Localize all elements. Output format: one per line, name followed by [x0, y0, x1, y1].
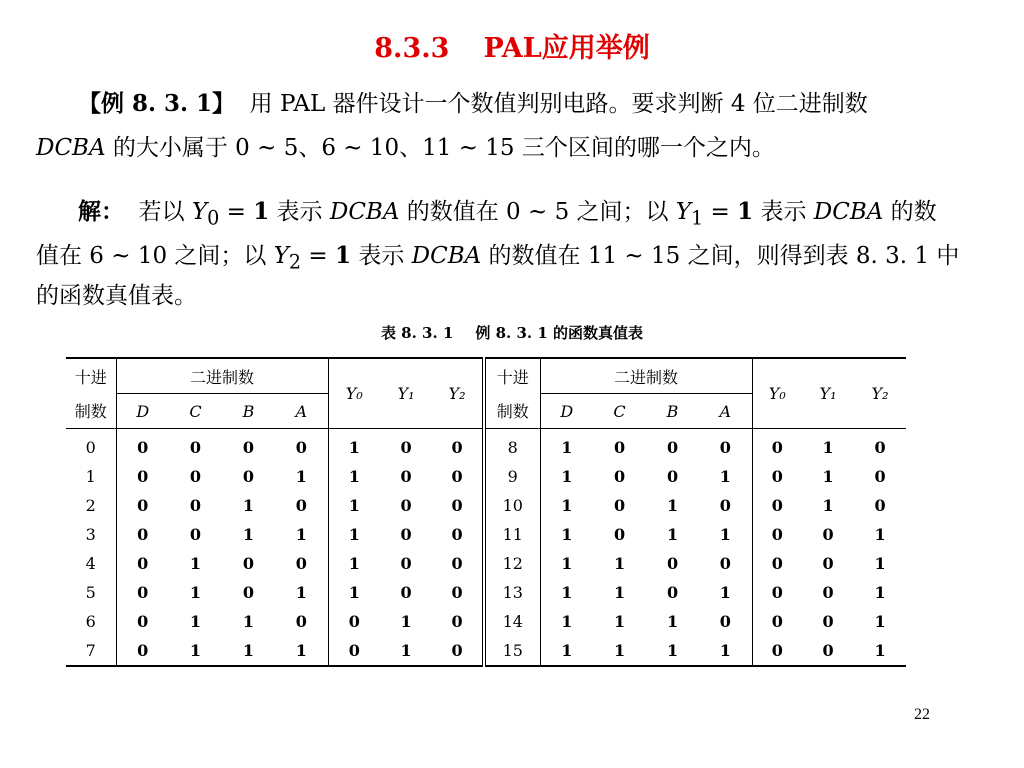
table-row: [66, 520, 906, 549]
table-cell: 0: [189, 496, 202, 515]
table-cell: 0: [432, 429, 484, 463]
decimal-cell: 6: [66, 607, 116, 636]
solution-line-1: [78, 190, 937, 241]
table-cell: 0: [328, 636, 380, 666]
table-cell: 0: [699, 549, 752, 578]
table-cell: 0: [432, 607, 484, 636]
decimal-cell: 15: [484, 636, 540, 666]
decimal-cell: 1: [66, 462, 116, 491]
solution-text: 若以: [138, 199, 192, 225]
table-cell: 0: [137, 467, 149, 486]
table-cell: 1: [561, 467, 573, 486]
table-cell: 0: [242, 467, 255, 486]
table-cell: 1: [348, 438, 360, 457]
table-cell: 0: [666, 438, 679, 457]
solution-text: 的数值在 11 ~ 15 之间，则得到表 8. 3. 1 中: [481, 243, 960, 269]
decimal-cell: 14: [484, 607, 540, 636]
table-cell: 0: [137, 496, 149, 515]
table-cell: 0: [400, 525, 412, 544]
table-body: [66, 429, 906, 667]
table-cell: 0: [771, 467, 783, 486]
table-row: [66, 462, 906, 491]
table-cell: 0: [699, 491, 752, 520]
var-dcba: DCBA: [329, 199, 400, 225]
table-cell: 1: [189, 554, 202, 573]
table-cell: 1: [646, 636, 699, 666]
solution-text: 表示: [269, 199, 330, 225]
table-cell: 1: [699, 636, 752, 666]
solution-text: 值在 6 ~ 10 之间；以: [36, 243, 274, 269]
header-a: A: [699, 394, 752, 429]
table-cell: 1: [222, 636, 275, 666]
caption-number: 表 8. 3. 1: [380, 324, 454, 342]
table-cell: 1: [854, 636, 906, 666]
value-one: 1: [335, 242, 352, 269]
table-cell: 0: [275, 491, 328, 520]
decimal-cell: 2: [66, 491, 116, 520]
table-cell: 1: [613, 612, 626, 631]
table-cell: 0: [874, 467, 886, 486]
header-y1: Y₁: [380, 358, 432, 429]
table-row: [66, 491, 906, 520]
table-cell: 0: [666, 467, 679, 486]
decimal-cell: 7: [66, 636, 116, 666]
header-c: C: [593, 394, 646, 429]
header-y0: Y₀: [752, 358, 802, 429]
decimal-cell: 9: [484, 462, 540, 491]
table-caption: [0, 322, 1024, 343]
solution-label: 解：: [78, 198, 124, 225]
table-cell: 1: [666, 525, 679, 544]
table-cell: 1: [561, 525, 573, 544]
table-cell: 0: [275, 607, 328, 636]
table-cell: 1: [275, 578, 328, 607]
solution-text: =: [703, 199, 738, 225]
table-cell: 1: [699, 462, 752, 491]
var-y1: Y: [675, 199, 692, 225]
table-cell: 0: [275, 429, 328, 463]
table-cell: 1: [242, 612, 255, 631]
caption-text: 例 8. 3. 1 的函数真值表: [475, 324, 644, 342]
header-b: B: [646, 394, 699, 429]
table-cell: 1: [348, 496, 360, 515]
table-cell: 0: [802, 636, 854, 666]
table-cell: 1: [874, 583, 886, 602]
table-cell: 0: [400, 554, 412, 573]
page-number: 22: [914, 706, 930, 723]
table-cell: 1: [874, 554, 886, 573]
decimal-cell: 10: [484, 491, 540, 520]
example-var: DCBA: [36, 135, 106, 161]
table-cell: 1: [561, 612, 573, 631]
table-cell: 0: [613, 467, 626, 486]
table-row: [66, 549, 906, 578]
section-title: PAL应用举例: [483, 33, 650, 64]
table-cell: 1: [822, 496, 834, 515]
section-number: 8.3.3: [374, 33, 450, 64]
table-cell: 0: [432, 578, 484, 607]
table-cell: 1: [242, 496, 255, 515]
table-cell: 0: [771, 583, 783, 602]
table-cell: 0: [874, 496, 886, 515]
decimal-cell: 8: [484, 429, 540, 463]
table-row: [66, 578, 906, 607]
table-cell: 1: [275, 636, 328, 666]
table-cell: 1: [874, 612, 886, 631]
table-cell: 0: [275, 549, 328, 578]
table-cell: 1: [242, 525, 255, 544]
slide-title: [0, 26, 1024, 65]
header-binary: 二进制数: [116, 358, 328, 394]
table-cell: 0: [242, 583, 255, 602]
value-one: 1: [737, 198, 754, 225]
table-cell: 1: [822, 467, 834, 486]
table-cell: 1: [189, 612, 202, 631]
header-a: A: [275, 394, 328, 429]
table-cell: 1: [348, 554, 360, 573]
header-d: D: [116, 394, 169, 429]
table-row: [66, 636, 906, 666]
solution-line-3: [36, 274, 197, 318]
table-cell: 0: [874, 438, 886, 457]
table-cell: 1: [380, 636, 432, 666]
table-cell: 0: [432, 520, 484, 549]
header-y2: Y₂: [432, 358, 484, 429]
value-one: 1: [253, 198, 270, 225]
example-label: 【例 8. 3. 1】: [78, 90, 236, 117]
table-cell: 1: [275, 462, 328, 491]
table-cell: 0: [400, 467, 412, 486]
table-cell: 1: [666, 496, 679, 515]
table-cell: 0: [432, 462, 484, 491]
sub-2: 2: [288, 250, 302, 274]
header-c: C: [169, 394, 222, 429]
solution-text: 表示: [351, 243, 412, 269]
table-cell: 1: [561, 496, 573, 515]
table-cell: 1: [613, 583, 626, 602]
header-y0: Y₀: [328, 358, 380, 429]
table-cell: 1: [822, 438, 834, 457]
header-dec-1: 十进: [66, 358, 116, 394]
header-dec-1: 十进: [484, 358, 540, 394]
table-cell: 1: [275, 520, 328, 549]
decimal-cell: 0: [66, 429, 116, 463]
table-cell: 0: [189, 467, 202, 486]
decimal-cell: 4: [66, 549, 116, 578]
header-binary: 二进制数: [540, 358, 752, 394]
table-cell: 0: [189, 525, 202, 544]
table-cell: 0: [666, 583, 679, 602]
table-cell: 0: [137, 583, 149, 602]
table-cell: 0: [822, 554, 834, 573]
example-text-1: 用 PAL 器件设计一个数值判别电路。要求判断 4 位二进制数: [249, 91, 868, 117]
table-cell: 1: [169, 636, 222, 666]
table-cell: 1: [348, 583, 360, 602]
solution-text: 的数: [883, 199, 937, 225]
table-cell: 0: [348, 612, 360, 631]
decimal-cell: 13: [484, 578, 540, 607]
table-cell: 1: [561, 554, 573, 573]
table-cell: 0: [613, 496, 626, 515]
table-cell: 0: [400, 496, 412, 515]
table-cell: 1: [874, 525, 886, 544]
table-cell: 0: [137, 438, 149, 457]
decimal-cell: 3: [66, 520, 116, 549]
var-dcba: DCBA: [813, 199, 884, 225]
table-cell: 0: [771, 496, 783, 515]
table-cell: 1: [540, 636, 593, 666]
table-cell: 0: [699, 429, 752, 463]
solution-text: =: [219, 199, 254, 225]
table-cell: 1: [699, 578, 752, 607]
table-cell: 0: [400, 438, 412, 457]
example-line-2: [36, 126, 775, 170]
header-y1: Y₁: [802, 358, 854, 429]
table-cell: 1: [348, 467, 360, 486]
table-cell: 0: [822, 525, 834, 544]
table-cell: 0: [613, 525, 626, 544]
table-cell: 0: [432, 636, 484, 666]
header-dec-2: 制数: [66, 394, 116, 429]
table-cell: 0: [242, 554, 255, 573]
table-cell: 1: [613, 554, 626, 573]
table-cell: 0: [242, 438, 255, 457]
solution-text: 的函数真值表。: [36, 283, 197, 309]
table-cell: 1: [400, 612, 412, 631]
table-cell: 1: [561, 438, 573, 457]
table-cell: 0: [771, 438, 783, 457]
table-cell: 0: [771, 525, 783, 544]
example-text-2: 的大小属于 0 ~ 5、6 ~ 10、11 ~ 15 三个区间的哪一个之内。: [105, 135, 775, 161]
decimal-cell: 11: [484, 520, 540, 549]
table-cell: 0: [400, 583, 412, 602]
table-cell: 1: [189, 583, 202, 602]
table-cell: 0: [137, 612, 149, 631]
table-cell: 0: [752, 636, 802, 666]
table-cell: 1: [699, 520, 752, 549]
header-b: B: [222, 394, 275, 429]
table-cell: 1: [593, 636, 646, 666]
table-cell: 0: [432, 491, 484, 520]
table-cell: 0: [432, 549, 484, 578]
truth-table: [66, 357, 906, 667]
table-cell: 0: [822, 583, 834, 602]
table-row: [66, 607, 906, 636]
header-dec-2: 制数: [484, 394, 540, 429]
header-d: D: [540, 394, 593, 429]
solution-text: 表示: [753, 199, 814, 225]
sub-1: 1: [691, 206, 704, 230]
table-cell: 0: [666, 554, 679, 573]
var-y2: Y: [273, 243, 289, 269]
table-cell: 0: [613, 438, 626, 457]
table-cell: 0: [137, 525, 149, 544]
table-cell: 1: [348, 525, 360, 544]
table-cell: 0: [137, 554, 149, 573]
table-cell: 1: [561, 583, 573, 602]
decimal-cell: 12: [484, 549, 540, 578]
var-y0: Y: [191, 199, 208, 225]
solution-text: =: [301, 243, 336, 269]
var-dcba: DCBA: [411, 243, 482, 269]
table-row: [66, 429, 906, 463]
sub-0: 0: [207, 206, 220, 230]
table-cell: 0: [189, 438, 202, 457]
table-cell: 0: [116, 636, 169, 666]
table-cell: 0: [771, 612, 783, 631]
example-line-1: [78, 82, 868, 126]
header-y2: Y₂: [854, 358, 906, 429]
table-cell: 0: [699, 607, 752, 636]
table-cell: 0: [771, 554, 783, 573]
table-cell: 1: [666, 612, 679, 631]
solution-text: 的数值在 0 ~ 5 之间；以: [399, 199, 676, 225]
decimal-cell: 5: [66, 578, 116, 607]
table-cell: 0: [822, 612, 834, 631]
